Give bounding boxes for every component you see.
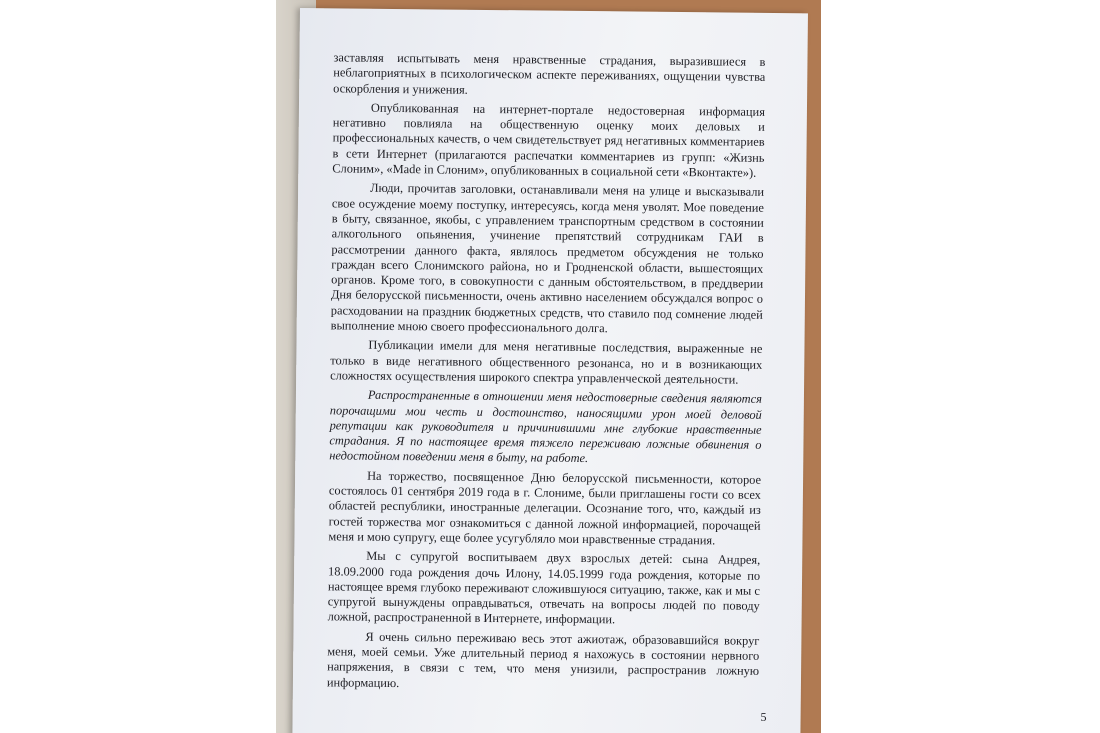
- paragraph-6: На торжество, посвященное Дню белорусской письменности, которое состоялось 01 сентября 2019 года в г. Слониме, были приглашены гости со всех областей республики, иностранные делегации. Осознание того, что, каждый из гостей торжества мог ознакомиться с данной ложной информацией, порочащей меня и мою супругу, еще более усугубляло мои нравственные страдания.: [328, 468, 762, 548]
- paragraph-5: Распространенные в отношении меня недостоверные сведения являются порочащими мои честь и достоинство, наносящими урон моей деловой репутации как руководителя и причинившими мне глубокие нравственные страдания. Я по настоящее время тяжело переживаю ложные обвинения о недостойном поведении меня в быту, на работе.: [329, 387, 763, 466]
- paragraph-1: заставляя испытывать меня нравственные страдания, выразившиеся в неблагоприятных в психологическом аспекте переживаниях, ощущении чувства оскорбления и унижения.: [333, 50, 766, 97]
- paragraph-4: Публикации имели для меня негативные последствия, выраженные не только в виде негативного общественного резонанса, но и в возникающих сложностях осуществления широкого спектра управленческой деятельности.: [330, 338, 763, 387]
- paragraph-2: Опубликованная на интернет-портале недостоверная информация негативно повлияла на общественную оценку моих деловых и профессиональных качеств, о чем свидетельствует ряд негативных комментариев в сети Интернет (прилагаются распечатки комментариев из групп: «Жизнь Слоним», «Made in Слоним», опубликованных в социальной сети «Вконтакте»).: [332, 100, 766, 180]
- page-number: 5: [760, 709, 767, 724]
- photo-scene: [276, 0, 821, 733]
- paragraph-3: Люди, прочитав заголовки, останавливали меня на улице и высказывали свое осуждение моему поступку, интересуясь, когда меня уволят. Мое поведение в быту, связанное, якобы, с управлением транспортным средством в состоянии алкогольного опьянения, учинение препятствий сотрудникам ГАИ в рассмотрении данного факта, являлось предметом обсуждения не только граждан всего Слонимского района, но и Гродненской области, вышестоящих органов. Кроме того, в совокупности с данным обстоятельством, в преддверии Дня белорусской письменности, очень активно населением обсуждался вопрос о расходовании на праздник бюджетных средств, что ставило под сомнение людей выполнение мною своего профессионального долга.: [330, 181, 765, 336]
- document-page: [292, 8, 808, 733]
- paragraph-8: Я очень сильно переживаю весь этот ажиотаж, образовавшийся вокруг меня, моей семьи. Уже длительный период я нахожусь в состоянии нервного напряжения, в связи с тем, что меня унизили, распространив ложную информацию.: [326, 629, 760, 690]
- paragraph-7: Мы с супругой воспитываем двух взрослых детей: сына Андрея, 18.09.2000 года рождения дочь Илону, 14.05.1999 года рождения, которые по настоящее время глубоко переживают сложившуюся ситуацию, также, как и мы с супругой вынуждены оправдываться, отвечать на вопросы людей по поводу ложной, распространенной в Интернете, информации.: [327, 548, 761, 627]
- document-body: [327, 50, 766, 698]
